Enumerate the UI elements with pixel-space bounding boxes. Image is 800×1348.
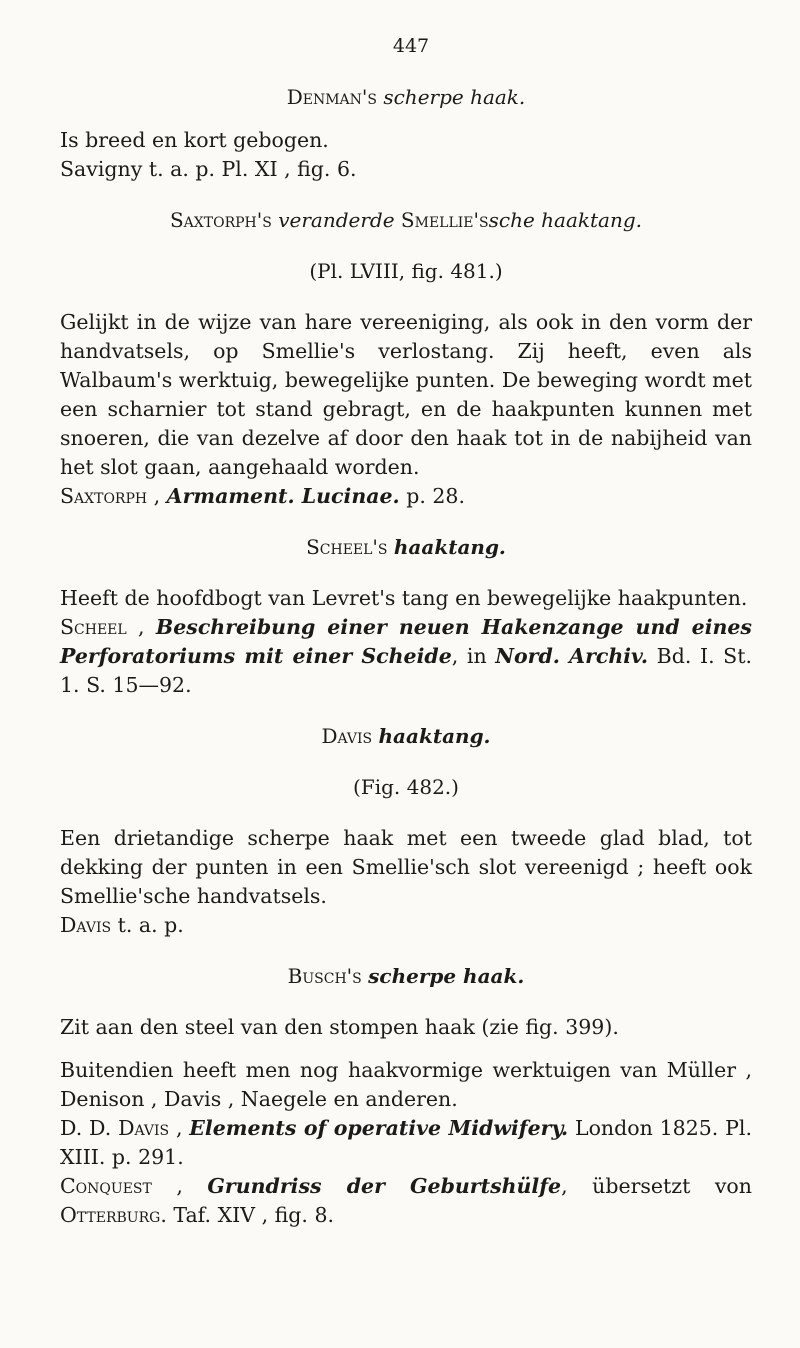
- section-heading-davis: [60, 722, 752, 751]
- reference-in: , in: [451, 644, 487, 668]
- body-paragraph: Een drietandige scherpe haak met een tweede glad blad, tot dekking der punten in een Smellie'sch slot vereenigd ; heeft ook Smellie'sche handvatsels.: [60, 826, 752, 908]
- reference-line: [60, 1114, 752, 1172]
- heading-name: Saxtorph's: [169, 208, 272, 232]
- heading-title: veranderde: [278, 208, 395, 232]
- reference-line: [60, 1172, 752, 1230]
- reference-author: Scheel ,: [60, 615, 145, 639]
- reference-line: Savigny t. a. p. Pl. XI , fig. 6.: [60, 157, 357, 181]
- reference-work: Grundriss der Geburtshülfe: [207, 1174, 562, 1198]
- section-heading-busch: [60, 962, 752, 991]
- figure-reference: (Fig. 482.): [353, 775, 459, 799]
- reference-author: Saxtorph ,: [60, 484, 161, 508]
- page-number: 447: [392, 35, 430, 57]
- document-page: [60, 32, 752, 1230]
- body-text: Zit aan den steel van den stompen haak (zie fig. 399).: [60, 1015, 619, 1039]
- figure-reference: (Pl. LVIII, fig. 481.): [309, 259, 503, 283]
- heading-name-2: Smellie's: [400, 208, 489, 232]
- body-text: Heeft de hoofdbogt van Levret's tang en bewegelijke haakpunten.: [60, 586, 748, 610]
- reference-line: [60, 613, 752, 700]
- heading-name: Scheel's: [306, 535, 388, 559]
- reference-line: [60, 911, 752, 940]
- body-paragraph: Buitendien heeft men nog haakvormige werktuigen van Müller , Denison , Davis , Naegele en anderen.: [60, 1058, 752, 1111]
- reference-tail: Taf. XIV , fig. 8.: [173, 1203, 335, 1227]
- reference-detail: Bd. I. St. 1. S. 15—92.: [60, 644, 752, 697]
- reference-detail: , übersetzt von: [561, 1174, 752, 1198]
- reference-line: [60, 482, 752, 511]
- section-heading-saxtorph: [60, 206, 752, 235]
- section-heading-scheel: [60, 533, 752, 562]
- heading-title: scherpe haak.: [383, 85, 526, 109]
- body-text: Is breed en kort gebogen.: [60, 128, 329, 152]
- reference-author: Conquest ,: [60, 1174, 183, 1198]
- reference-author: D. D. Davis ,: [60, 1116, 183, 1140]
- heading-title: haaktang.: [378, 724, 491, 748]
- heading-title: haaktang.: [393, 535, 506, 559]
- reference-work: Armament. Lucinae.: [166, 484, 400, 508]
- reference-name: Otterburg.: [60, 1203, 167, 1227]
- heading-name: Busch's: [287, 964, 362, 988]
- reference-work: Beschreibung einer neuen Hakenzange und eines Perforatoriums mit einer Scheide: [60, 615, 752, 668]
- heading-name: Denman's: [286, 85, 377, 109]
- reference-author: Davis: [60, 913, 112, 937]
- body-paragraph: Gelijkt in de wijze van hare vereeniging, als ook in den vorm der handvatsels, op Smellie's verlostang. Zij heeft, even als Walbaum's werktuig, bewegelijke punten. De beweging wordt met een scharnier tot stand gebragt, en de haakpunten kunnen met snoeren, die van dezelve af door den haak tot in de nabijheid van het slot gaan, aangehaald worden.: [60, 310, 752, 479]
- reference-journal: Nord. Archiv.: [495, 644, 649, 668]
- reference-detail: London 1825. Pl. XIII. p. 291.: [60, 1116, 752, 1169]
- reference-page: p. 28.: [406, 484, 465, 508]
- heading-name: Davis: [321, 724, 373, 748]
- section-heading-denman: [60, 83, 752, 112]
- reference-work: Elements of operative Midwifery.: [189, 1116, 569, 1140]
- heading-title: scherpe haak.: [368, 964, 525, 988]
- heading-title-2: sche haaktang.: [488, 208, 642, 232]
- reference-detail: t. a. p.: [117, 913, 184, 937]
